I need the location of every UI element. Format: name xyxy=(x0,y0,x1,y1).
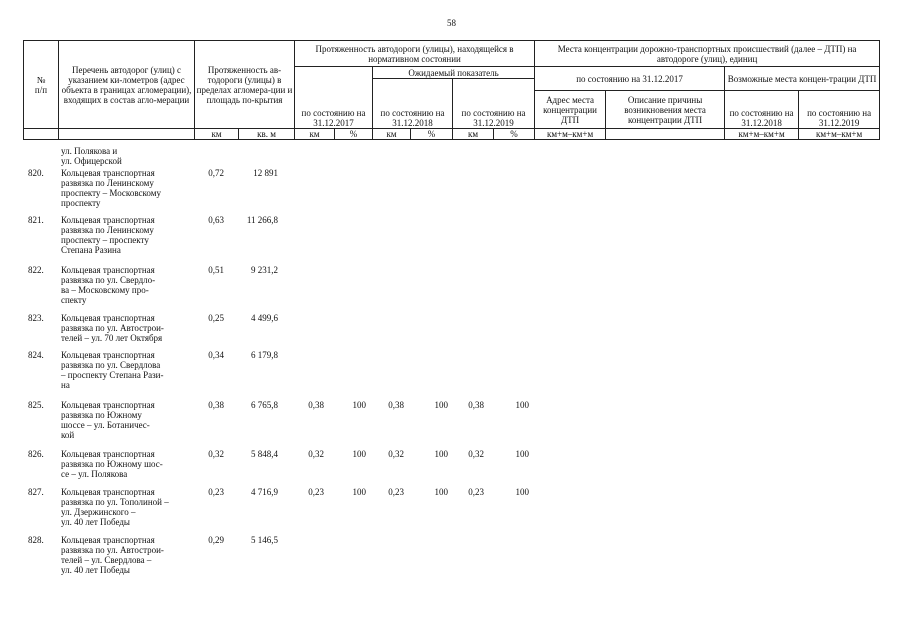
name-line: ва – Московскому про- xyxy=(61,285,149,295)
name-line: ул. Офицерской xyxy=(61,156,122,166)
row-name xyxy=(61,449,191,479)
unit-dtp-address: км+м–км+м xyxy=(535,129,606,140)
row-number: 824. xyxy=(28,350,44,360)
name-line: шоссе – ул. Ботаничес- xyxy=(61,420,150,430)
header-dtp-reason: Описание причины возникновения места концентрации ДТП xyxy=(606,91,725,129)
unit-km-2018: км xyxy=(373,129,411,140)
row-area-sqm: 5 848,4 xyxy=(251,449,278,459)
unit-pct-2018: % xyxy=(411,129,453,140)
row-length-km: 0,34 xyxy=(208,350,224,360)
row-area-sqm: 4 716,9 xyxy=(251,487,278,497)
header-length: Протяженность ав-тодороги (улицы) в пределах агломера-ции и площадь по-крытия xyxy=(195,41,295,129)
unit-pct-2019: % xyxy=(494,129,535,140)
unit-pct-2017: % xyxy=(335,129,373,140)
name-line: развязка по Ленинскому xyxy=(61,225,154,235)
row-pct-2018: 100 xyxy=(434,449,448,459)
row-number: 822. xyxy=(28,265,44,275)
row-name xyxy=(61,168,191,208)
name-line: проспекту – Московскому xyxy=(61,188,161,198)
page-number: 58 xyxy=(447,18,456,28)
header-dtp-2019: по состоянию на 31.12.2019 xyxy=(799,91,880,129)
row-length-km: 0,72 xyxy=(208,168,224,178)
row-area-sqm: 5 146,5 xyxy=(251,535,278,545)
name-line: ул. Полякова и xyxy=(61,146,118,156)
row-pct-2019: 100 xyxy=(515,449,529,459)
row-area-sqm: 12 891 xyxy=(253,168,278,178)
row-name xyxy=(61,146,191,166)
header-state-2017: по состоянию на 31.12.2017 xyxy=(295,67,373,129)
name-line: телей – ул. 70 лет Октября xyxy=(61,333,163,343)
row-pct-2018: 100 xyxy=(434,487,448,497)
name-line: развязка по Южному xyxy=(61,410,142,420)
name-line: развязка по ул. Тополиной – xyxy=(61,497,169,507)
header-state-2018: по состоянию на 31.12.2018 xyxy=(373,79,453,129)
row-km-2019: 0,23 xyxy=(468,487,484,497)
name-line: ул. 40 лет Победы xyxy=(61,517,130,527)
row-pct-2019: 100 xyxy=(515,400,529,410)
name-line: телей – ул. Свердлова – xyxy=(61,555,152,565)
row-name xyxy=(61,350,191,390)
name-line: развязка по Южному шос- xyxy=(61,459,163,469)
row-length-km: 0,25 xyxy=(208,313,224,323)
header-expected: Ожидаемый показатель xyxy=(373,67,535,79)
row-pct-2018: 100 xyxy=(434,400,448,410)
row-length-km: 0,51 xyxy=(208,265,224,275)
row-number: 828. xyxy=(28,535,44,545)
row-name xyxy=(61,265,191,305)
name-line: на xyxy=(61,380,70,390)
header-num: № п/п xyxy=(24,41,59,129)
name-line: проспекту – проспекту xyxy=(61,235,149,245)
header-normative: Протяженность автодороги (улицы), находящейся в нормативном состоянии xyxy=(295,41,535,67)
header-state-2019: по состоянию на 31.12.2019 xyxy=(453,79,535,129)
name-line: Кольцевая транспортная xyxy=(61,265,155,275)
row-km-2019: 0,32 xyxy=(468,449,484,459)
name-line: кой xyxy=(61,430,75,440)
row-km-2017: 0,23 xyxy=(308,487,324,497)
header-dtp-state-2017: по состоянию на 31.12.2017 xyxy=(535,67,725,91)
row-name xyxy=(61,487,191,527)
row-km-2017: 0,32 xyxy=(308,449,324,459)
name-line: развязка по ул. Автострои- xyxy=(61,545,164,555)
name-line: се – ул. Полякова xyxy=(61,469,128,479)
row-length-km: 0,38 xyxy=(208,400,224,410)
name-line: – проспекту Степана Рази- xyxy=(61,370,164,380)
row-length-km: 0,32 xyxy=(208,449,224,459)
unit-dtp-2019: км+м–км+м xyxy=(799,129,880,140)
row-area-sqm: 4 499,6 xyxy=(251,313,278,323)
row-km-2018: 0,38 xyxy=(388,400,404,410)
unit-km-2017: км xyxy=(295,129,335,140)
row-name xyxy=(61,400,191,440)
header-dtp-possible: Возможные места концен-трации ДТП xyxy=(725,67,880,91)
name-line: развязка по ул. Свердло- xyxy=(61,275,156,285)
name-line: Кольцевая транспортная xyxy=(61,449,155,459)
name-line: спекту xyxy=(61,295,87,305)
row-number: 821. xyxy=(28,215,44,225)
row-number: 823. xyxy=(28,313,44,323)
row-pct-2019: 100 xyxy=(515,487,529,497)
name-line: Кольцевая транспортная xyxy=(61,487,155,497)
name-line: Степана Разина xyxy=(61,245,121,255)
header-dtp-2018: по состоянию на 31.12.2018 xyxy=(725,91,799,129)
name-line: Кольцевая транспортная xyxy=(61,400,155,410)
name-line: развязка по Ленинскому xyxy=(61,178,154,188)
row-name xyxy=(61,535,191,575)
header-dtp-places: Места концентрации дорожно-транспортных происшествий (далее – ДТП) на автодороге (улиц), единиц xyxy=(535,41,880,67)
unit-km: км xyxy=(195,129,239,140)
row-number: 827. xyxy=(28,487,44,497)
unit-dtp-2018: км+м–км+м xyxy=(725,129,799,140)
name-line: Кольцевая транспортная xyxy=(61,535,155,545)
row-km-2017: 0,38 xyxy=(308,400,324,410)
unit-sqm: кв. м xyxy=(239,129,295,140)
row-number: 825. xyxy=(28,400,44,410)
name-line: Кольцевая транспортная xyxy=(61,215,155,225)
row-number: 826. xyxy=(28,449,44,459)
row-pct-2017: 100 xyxy=(352,400,366,410)
row-length-km: 0,29 xyxy=(208,535,224,545)
name-line: развязка по ул. Автострои- xyxy=(61,323,164,333)
name-line: ул. 40 лет Победы xyxy=(61,565,130,575)
name-line: проспекту xyxy=(61,198,101,208)
row-pct-2017: 100 xyxy=(352,487,366,497)
name-line: развязка по ул. Свердлова xyxy=(61,360,161,370)
row-area-sqm: 6 765,8 xyxy=(251,400,278,410)
row-area-sqm: 9 231,2 xyxy=(251,265,278,275)
row-name xyxy=(61,215,191,255)
row-km-2019: 0,38 xyxy=(468,400,484,410)
row-area-sqm: 6 179,8 xyxy=(251,350,278,360)
row-pct-2017: 100 xyxy=(352,449,366,459)
row-area-sqm: 11 266,8 xyxy=(246,215,278,225)
name-line: Кольцевая транспортная xyxy=(61,168,155,178)
header-dtp-address: Адрес места концентрации ДТП xyxy=(535,91,606,129)
name-line: ул. Дзержинского – xyxy=(61,507,136,517)
row-name xyxy=(61,313,191,343)
row-km-2018: 0,23 xyxy=(388,487,404,497)
name-line: Кольцевая транспортная xyxy=(61,350,155,360)
unit-km-2019: км xyxy=(453,129,494,140)
row-number: 820. xyxy=(28,168,44,178)
row-length-km: 0,63 xyxy=(208,215,224,225)
row-km-2018: 0,32 xyxy=(388,449,404,459)
name-line: Кольцевая транспортная xyxy=(61,313,155,323)
row-length-km: 0,23 xyxy=(208,487,224,497)
header-name: Перечень автодорог (улиц) с указанием ки-лометров (адрес объекта в границах агломерации), входящих в состав агло-мерации xyxy=(59,41,195,129)
